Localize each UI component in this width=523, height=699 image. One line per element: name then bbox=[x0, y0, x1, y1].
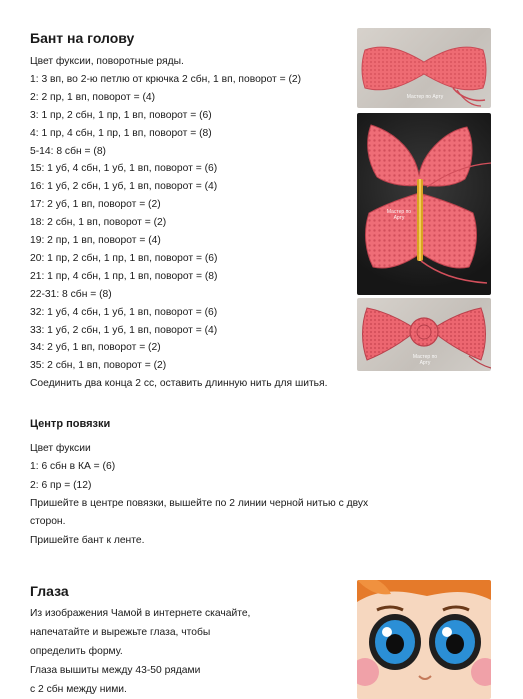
photo-doll-eyes bbox=[357, 580, 491, 699]
center-title: Центр повязки bbox=[30, 418, 111, 430]
bow-line: 5-14: 8 сбн = (8) bbox=[30, 145, 106, 157]
bow-line: 15: 1 уб, 4 сбн, 1 уб, 1 вп, поворот = (6) bbox=[30, 163, 218, 175]
eyes-line: определить форму. bbox=[30, 646, 123, 657]
center-line: сторон. bbox=[30, 516, 66, 528]
bow-title: Бант на голову bbox=[30, 30, 135, 46]
bow-line: 3: 1 пр, 2 сбн, 1 пр, 1 вп, поворот = (6) bbox=[30, 109, 212, 121]
bow-line: 32: 1 уб, 4 сбн, 1 уб, 1 вп, поворот = (6) bbox=[30, 306, 218, 318]
bow-line: 20: 1 пр, 2 сбн, 1 пр, 1 вп, поворот = (6) bbox=[30, 252, 218, 264]
eyes-line: напечатайте и вырежьте глаза, чтобы bbox=[30, 627, 211, 638]
center-line: 1: 6 сбн в КА = (6) bbox=[30, 461, 116, 473]
photo-bow-finished bbox=[357, 298, 491, 371]
eyes-line: с 2 сбн между ними. bbox=[30, 684, 127, 695]
bow-line: 33: 1 уб, 2 сбн, 1 уб, 1 вп, поворот = (4) bbox=[30, 324, 218, 336]
eyes-title: Глаза bbox=[30, 583, 69, 599]
watermark: Мастер по Арту bbox=[406, 94, 444, 100]
bow-line: 18: 2 сбн, 1 вп, поворот = (2) bbox=[30, 217, 167, 229]
bow-line: 34: 2 уб, 1 вп, поворот = (2) bbox=[30, 342, 161, 354]
center-line: 2: 6 пр = (12) bbox=[30, 479, 92, 491]
watermark: Мастер по Арту bbox=[386, 209, 412, 221]
bow-line: 17: 2 уб, 1 вп, поворот = (2) bbox=[30, 199, 161, 211]
doll-eyes-image bbox=[357, 580, 491, 699]
eyes-line: Из изображения Чамой в интернете скачайте, bbox=[30, 608, 251, 619]
bow-line: 21: 1 пр, 4 сбн, 1 пр, 1 вп, поворот = (8) bbox=[30, 270, 218, 282]
bow-gathered-image bbox=[357, 113, 491, 295]
bow-line: Соединить два конца 2 сс, оставить длинную нить для шитья. bbox=[30, 378, 328, 390]
bow-line: 2: 2 пр, 1 вп, поворот = (4) bbox=[30, 91, 156, 103]
eyes-line: Глаза вышиты между 43-50 рядами bbox=[30, 665, 201, 676]
center-line: Пришейте бант к ленте. bbox=[30, 534, 145, 546]
bow-line: 22-31: 8 сбн = (8) bbox=[30, 288, 112, 300]
watermark: Мастер по Арту bbox=[412, 354, 438, 366]
bow-line: 19: 2 пр, 1 вп, поворот = (4) bbox=[30, 235, 161, 246]
photo-bow-gathered bbox=[357, 113, 491, 295]
center-line: Цвет фуксии bbox=[30, 443, 91, 454]
center-line: Пришейте в центре повязки, вышейте по 2 линии черной нитью с двух bbox=[30, 497, 369, 509]
bow-line: 1: 3 вп, во 2-ю петлю от крючка 2 сбн, 1 вп, поворот = (2) bbox=[30, 73, 302, 85]
bow-line: 4: 1 пр, 4 сбн, 1 пр, 1 вп, поворот = (8) bbox=[30, 127, 212, 139]
photo-bow-strip bbox=[357, 28, 491, 108]
bow-line: 16: 1 уб, 2 сбн, 1 уб, 1 вп, поворот = (4) bbox=[30, 181, 218, 193]
bow-line: 35: 2 сбн, 1 вп, поворот = (2) bbox=[30, 360, 167, 372]
bow-line: Цвет фуксии, поворотные ряды. bbox=[30, 56, 184, 67]
